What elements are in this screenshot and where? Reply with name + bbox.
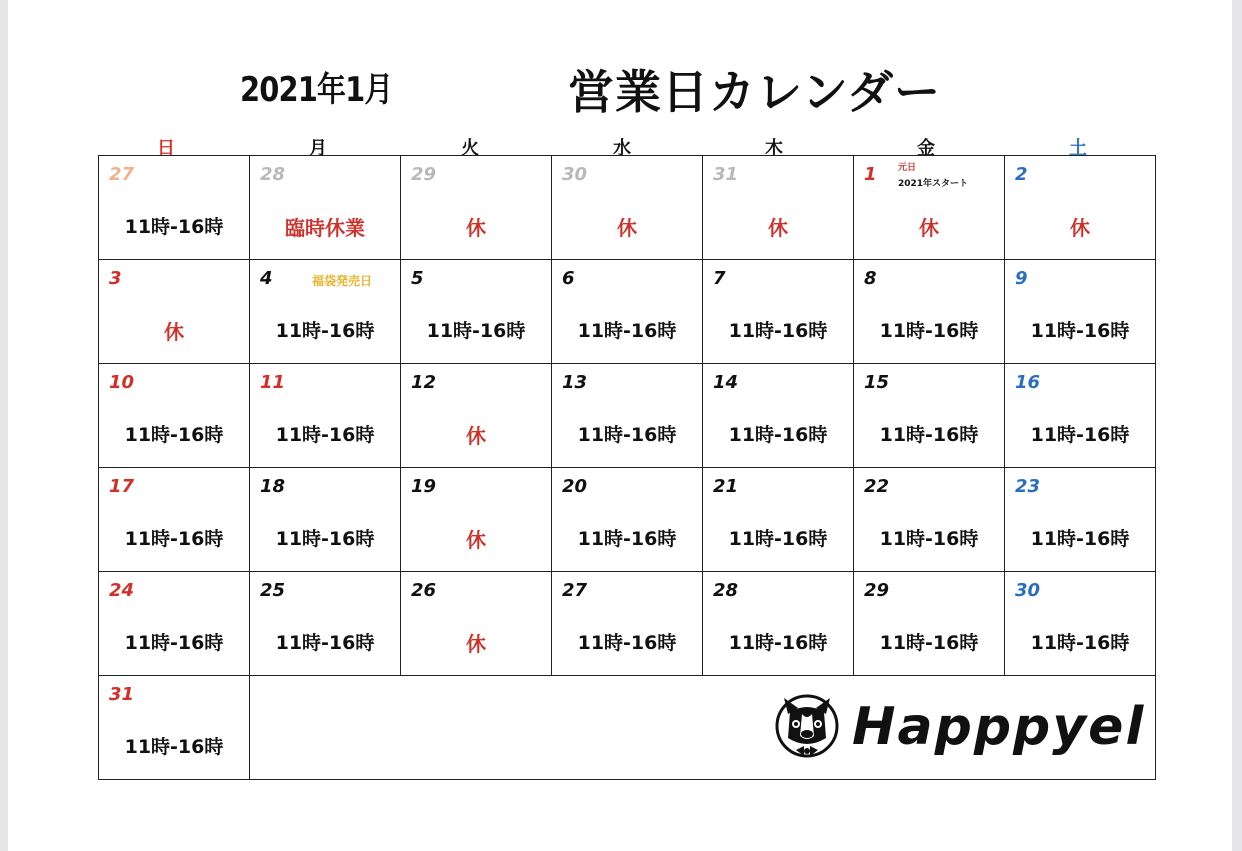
day-number: 30 xyxy=(1015,580,1041,601)
day-number: 10 xyxy=(109,372,135,393)
calendar-month-title: 2021年1月 xyxy=(240,70,393,110)
calendar-day-cell xyxy=(703,364,854,468)
calendar-day-cell xyxy=(250,364,401,468)
calendar-day-cell xyxy=(1005,364,1156,468)
business-hours: 11時-16時 xyxy=(275,528,375,550)
closed-label: 休 xyxy=(466,424,486,448)
calendar-day-cell xyxy=(250,572,401,676)
calendar-day-cell xyxy=(854,364,1005,468)
weekday-wed: 水 xyxy=(613,138,631,159)
business-hours: 11時-16時 xyxy=(275,424,375,446)
bulldog-logo-icon xyxy=(774,692,840,762)
day-number: 27 xyxy=(109,164,135,185)
weekday-thu: 木 xyxy=(765,138,783,159)
calendar-day-cell xyxy=(1005,156,1156,260)
business-hours: 11時-16時 xyxy=(728,632,828,654)
calendar-day-cell xyxy=(99,572,250,676)
day-number: 18 xyxy=(260,476,286,497)
day-number: 23 xyxy=(1015,476,1041,497)
calendar-day-cell xyxy=(99,468,250,572)
day-number: 28 xyxy=(713,580,739,601)
business-hours: 11時-16時 xyxy=(124,528,224,550)
closed-label: 休 xyxy=(1070,216,1090,240)
business-hours: 11時-16時 xyxy=(275,320,375,342)
event-note: 福袋発売日 xyxy=(312,274,373,288)
special-closed-label: 臨時休業 xyxy=(285,216,365,240)
day-number: 2 xyxy=(1015,164,1028,185)
business-hours: 11時-16時 xyxy=(577,320,677,342)
day-number: 26 xyxy=(411,580,437,601)
day-number: 6 xyxy=(562,268,575,289)
calendar-day-cell xyxy=(552,260,703,364)
closed-label: 休 xyxy=(919,216,939,240)
calendar-day-cell xyxy=(401,572,552,676)
day-number: 24 xyxy=(109,580,135,601)
weekday-tue: 火 xyxy=(461,138,479,159)
calendar-week-row xyxy=(99,468,1156,572)
calendar-day-cell xyxy=(854,156,1005,260)
calendar-day-cell xyxy=(1005,260,1156,364)
day-number: 14 xyxy=(713,372,739,393)
day-number: 7 xyxy=(713,268,726,289)
business-hours: 11時-16時 xyxy=(124,632,224,654)
calendar-day-cell xyxy=(401,468,552,572)
business-hours: 11時-16時 xyxy=(1030,528,1130,550)
closed-label: 休 xyxy=(466,632,486,656)
day-number: 17 xyxy=(109,476,135,497)
calendar-day-cell xyxy=(1005,468,1156,572)
brand-name: Happpyel xyxy=(852,697,1146,757)
calendar-day-cell xyxy=(99,260,250,364)
day-number: 9 xyxy=(1015,268,1028,289)
business-hours: 11時-16時 xyxy=(124,216,224,238)
day-number: 30 xyxy=(562,164,588,185)
calendar-day-cell xyxy=(854,468,1005,572)
business-hours: 11時-16時 xyxy=(124,424,224,446)
day-number: 31 xyxy=(109,684,135,705)
weekday-mon: 月 xyxy=(309,138,327,159)
calendar-day-cell xyxy=(703,156,854,260)
business-hours: 11時-16時 xyxy=(577,528,677,550)
holiday-note: 元日 xyxy=(898,163,917,173)
day-number: 15 xyxy=(864,372,890,393)
calendar-day-cell xyxy=(703,572,854,676)
brand-logo xyxy=(774,692,1145,762)
business-hours: 11時-16時 xyxy=(577,632,677,654)
business-hours: 11時-16時 xyxy=(124,736,224,758)
closed-label: 休 xyxy=(768,216,788,240)
business-hours: 11時-16時 xyxy=(1030,424,1130,446)
calendar-day-cell xyxy=(552,572,703,676)
business-hours: 11時-16時 xyxy=(728,424,828,446)
calendar-page xyxy=(8,0,1232,851)
calendar-day-cell xyxy=(552,468,703,572)
business-hours: 11時-16時 xyxy=(879,528,979,550)
business-hours: 11時-16時 xyxy=(1030,632,1130,654)
weekday-sat: 土 xyxy=(1069,138,1087,159)
calendar-week-row xyxy=(99,572,1156,676)
calendar-day-cell xyxy=(250,260,401,364)
day-number: 20 xyxy=(562,476,588,497)
day-number: 25 xyxy=(260,580,286,601)
business-hours: 11時-16時 xyxy=(1030,320,1130,342)
calendar-day-cell xyxy=(703,468,854,572)
day-number: 5 xyxy=(411,268,424,289)
closed-label: 休 xyxy=(466,216,486,240)
calendar-day-cell xyxy=(401,364,552,468)
day-number: 31 xyxy=(713,164,739,185)
day-number: 11 xyxy=(260,372,286,393)
day-number: 29 xyxy=(411,164,437,185)
business-hours: 11時-16時 xyxy=(879,320,979,342)
calendar-day-cell xyxy=(703,260,854,364)
day-number: 22 xyxy=(864,476,890,497)
business-hours: 11時-16時 xyxy=(275,632,375,654)
day-number: 27 xyxy=(562,580,588,601)
business-hours: 11時-16時 xyxy=(728,528,828,550)
calendar-day-cell xyxy=(99,676,250,780)
weekday-fri: 金 xyxy=(917,138,935,159)
calendar-day-cell xyxy=(854,572,1005,676)
day-number: 4 xyxy=(260,268,273,289)
day-number: 8 xyxy=(864,268,877,289)
day-number: 13 xyxy=(562,372,588,393)
day-number: 3 xyxy=(109,268,122,289)
closed-label: 休 xyxy=(164,320,184,344)
day-number: 12 xyxy=(411,372,437,393)
day-number: 29 xyxy=(864,580,890,601)
calendar-main-title: 営業日カレンダー xyxy=(568,65,942,119)
weekday-sun: 日 xyxy=(157,138,175,159)
business-hours: 11時-16時 xyxy=(577,424,677,446)
calendar-day-cell xyxy=(854,260,1005,364)
day-number: 21 xyxy=(713,476,739,497)
calendar-day-cell xyxy=(250,156,401,260)
business-hours: 11時-16時 xyxy=(879,632,979,654)
calendar-week-row xyxy=(99,260,1156,364)
day-number: 16 xyxy=(1015,372,1041,393)
day-number: 28 xyxy=(260,164,286,185)
calendar-day-cell xyxy=(1005,572,1156,676)
holiday-note-sub: 2021年スタート xyxy=(898,179,969,189)
calendar-week-row xyxy=(99,364,1156,468)
calendar-day-cell xyxy=(552,156,703,260)
calendar-day-cell xyxy=(552,364,703,468)
day-number: 19 xyxy=(411,476,437,497)
calendar-day-cell xyxy=(401,156,552,260)
closed-label: 休 xyxy=(617,216,637,240)
calendar-day-cell xyxy=(99,364,250,468)
calendar-day-cell xyxy=(250,468,401,572)
business-hours: 11時-16時 xyxy=(426,320,526,342)
calendar-grid xyxy=(98,155,1156,780)
business-hours: 11時-16時 xyxy=(728,320,828,342)
business-hours: 11時-16時 xyxy=(879,424,979,446)
closed-label: 休 xyxy=(466,528,486,552)
calendar-week-row xyxy=(99,156,1156,260)
day-number: 1 xyxy=(864,164,877,185)
calendar-day-cell xyxy=(401,260,552,364)
calendar-day-cell xyxy=(99,156,250,260)
